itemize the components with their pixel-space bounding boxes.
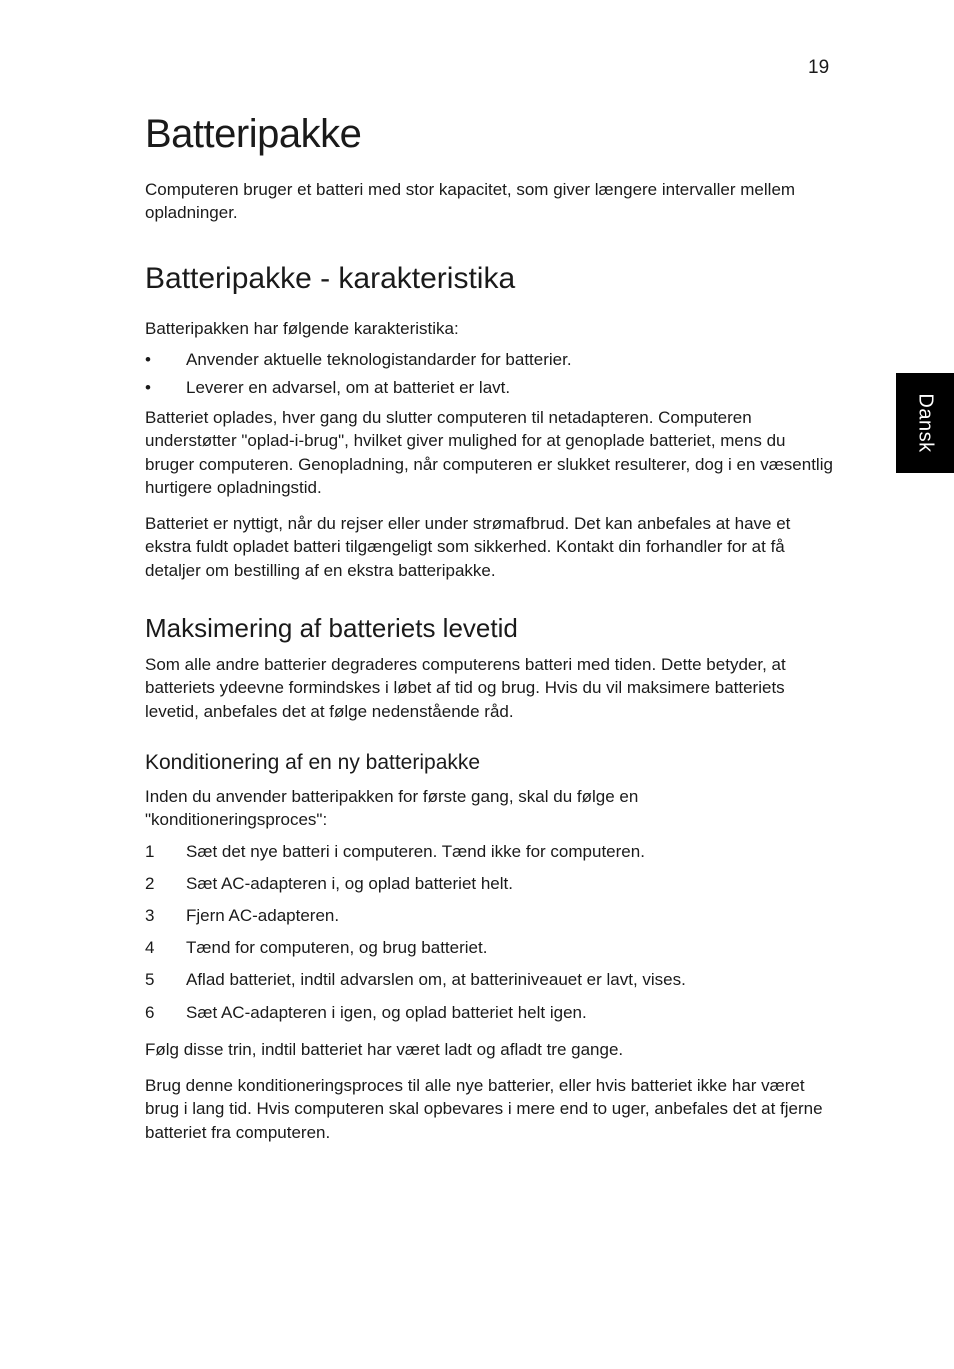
step-text: Sæt AC-adapteren i igen, og oplad batteriet helt igen. [186, 1003, 587, 1022]
step-number: 2 [145, 874, 155, 893]
intro-paragraph: Computeren bruger et batteri med stor kapacitet, som giver længere intervaller mellem opladninger. [145, 180, 796, 223]
bullet-icon: • [145, 350, 151, 369]
travel-paragraph: Batteriet er nyttigt, når du rejser eller under strømafbrud. Det kan anbefales at have et ekstra fuldt opladet batteri tilgængeligt som sikkerhed. Kontakt din forhandler for at få detaljer om bestilling af en ekstra batteripakke. [145, 514, 791, 580]
list-item-text: Anvender aktuelle teknologistandarder for batterier. [186, 350, 572, 369]
step-number: 4 [145, 938, 155, 957]
repeat-paragraph: Følg disse trin, indtil batteriet har været ladt og afladt tre gange. [145, 1040, 624, 1059]
step-number: 1 [145, 842, 155, 861]
maximize-paragraph: Som alle andre batterier degraderes computerens batteri med tiden. Dette betyder, at batteriets ydeevne formindskes i løbet af tid og brug. Hvis du vil maksimere batteriets levetid, anbefales det at følge nedenstående råd. [145, 655, 786, 721]
language-tab-label: Dansk [914, 393, 937, 453]
step-number: 3 [145, 906, 155, 925]
list-item-text: Leverer en advarsel, om at batteriet er lavt. [186, 378, 511, 397]
conditioning-lead: Inden du anvender batteripakken for første gang, skal du følge en "konditioneringsproces": [145, 787, 639, 830]
page-title: Batteripakke [145, 112, 362, 156]
step-text: Fjern AC-adapteren. [186, 906, 340, 925]
page-number: 19 [808, 57, 830, 78]
characteristics-lead: Batteripakken har følgende karakteristika: [145, 319, 459, 338]
section-heading-maximize-lifetime: Maksimering af batteriets levetid [145, 613, 518, 643]
step-text: Sæt det nye batteri i computeren. Tænd ikke for computeren. [186, 842, 645, 861]
section-heading-characteristics: Batteripakke - karakteristika [145, 262, 516, 295]
step-text: Aflad batteriet, indtil advarslen om, at batteriniveauet er lavt, vises. [186, 970, 686, 989]
step-text: Sæt AC-adapteren i, og oplad batteriet helt. [186, 874, 513, 893]
step-text: Tænd for computeren, og brug batteriet. [186, 938, 488, 957]
step-number: 5 [145, 970, 155, 989]
charging-paragraph: Batteriet oplades, hver gang du slutter computeren til netadapteren. Computeren understøtter "oplad-i-brug", hvilket giver mulighed for at genoplade batteriet, mens du bruger computeren. Genopladning, når computeren er slukket resulterer, dog i en væsentlig hurtigere opladningstid. [145, 408, 833, 497]
subsection-heading-conditioning: Konditionering af en ny batteripakke [145, 751, 481, 774]
bullet-icon: • [145, 378, 151, 397]
language-tab [896, 373, 954, 473]
step-number: 6 [145, 1003, 155, 1022]
storage-paragraph: Brug denne konditioneringsproces til alle nye batterier, eller hvis batteriet ikke har været brug i lang tid. Hvis computeren skal opbevares i mere end to uger, anbefales det at fjerne batteriet fra computeren. [145, 1076, 823, 1142]
